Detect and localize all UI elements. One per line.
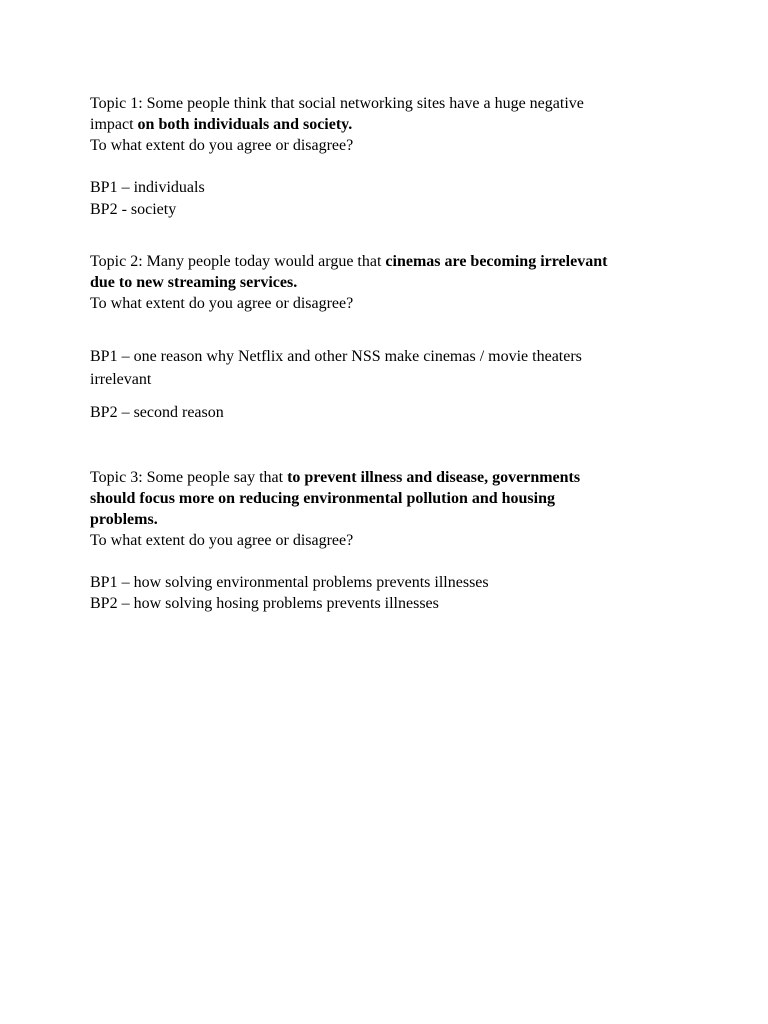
- topic3-line1: [90, 467, 580, 488]
- topic2-bp2: BP2 – second reason: [90, 404, 224, 421]
- topic3-bp2: BP2 – how solving hosing problems prevents illnesses: [90, 595, 439, 612]
- topic2-bold-text-1: cinemas are becoming irrelevant: [385, 253, 608, 270]
- topic3-line2: [90, 488, 555, 509]
- topic3-bold-text-2: should focus more on reducing environmental pollution and housing: [90, 490, 555, 507]
- topic3-bold-text-1: to prevent illness and disease, governments: [287, 469, 581, 486]
- topic2-question: To what extent do you agree or disagree?: [90, 295, 354, 312]
- topic1-bold-text: on both individuals and society.: [137, 116, 353, 133]
- topic3-bold-text-3: problems.: [90, 511, 158, 528]
- topic1-intro-text: Topic 1: Some people think that social networking sites have a huge negative: [90, 95, 584, 112]
- topic1-impact-text: impact: [90, 116, 138, 133]
- topic2-line2: [90, 272, 297, 293]
- topic1-line2: [90, 114, 352, 135]
- topic3-line3: [90, 509, 158, 530]
- topic1-bp1: BP1 – individuals: [90, 179, 205, 196]
- topic3-question: To what extent do you agree or disagree?: [90, 532, 354, 549]
- topic2-line1: [90, 251, 607, 272]
- topic1-bp2: BP2 - society: [90, 201, 177, 218]
- topic2-bold-text-2: due to new streaming services.: [90, 274, 298, 291]
- topic2-bp1-line2: irrelevant: [90, 371, 152, 388]
- topic2-intro-text: Topic 2: Many people today would argue that: [90, 253, 386, 270]
- topic1-question: To what extent do you agree or disagree?: [90, 137, 354, 154]
- topic3-intro-text: Topic 3: Some people say that: [90, 469, 288, 486]
- topic3-bp1: BP1 – how solving environmental problems prevents illnesses: [90, 574, 489, 591]
- topic2-bp1-line1: BP1 – one reason why Netflix and other NSS make cinemas / movie theaters: [90, 348, 582, 365]
- topic1-line1: [90, 93, 584, 114]
